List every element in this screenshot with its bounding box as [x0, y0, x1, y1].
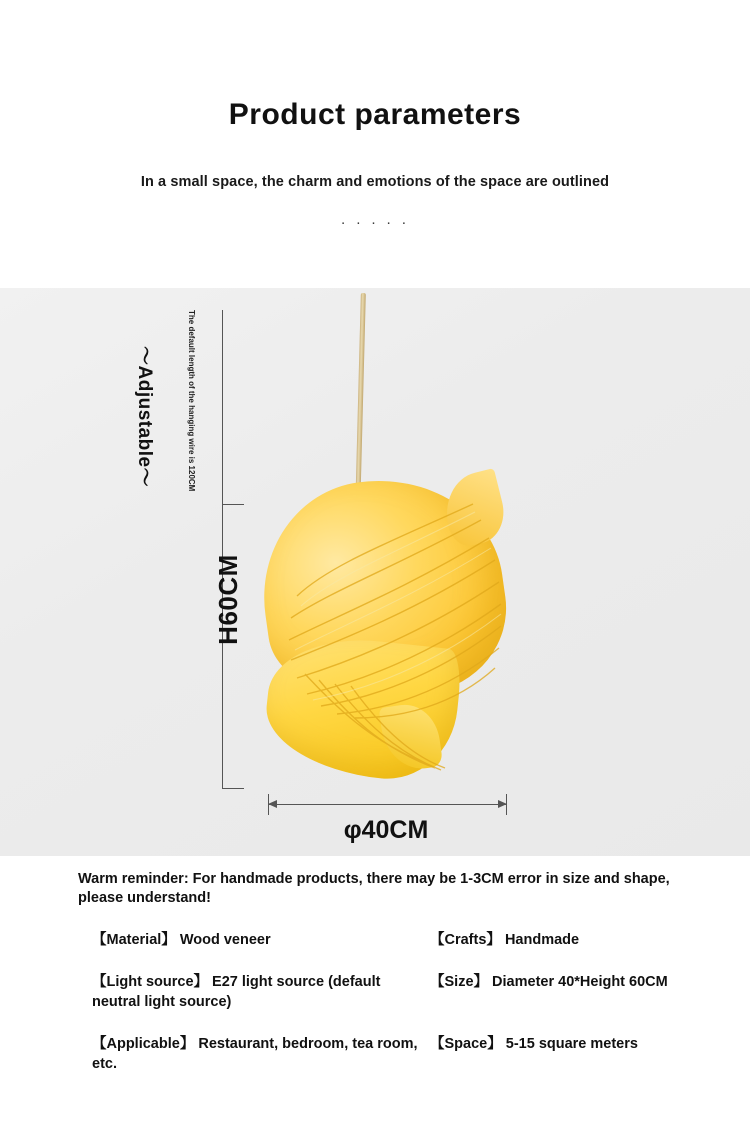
spec-size: [430, 972, 692, 1012]
spec-row: [78, 930, 692, 950]
spec-light-source-value: E27 light source (default neutral light source): [92, 974, 381, 1010]
decorative-dots: · · · · ·: [340, 214, 410, 231]
page-subtitle: In a small space, the charm and emotions of the space are outlined: [140, 174, 610, 190]
diameter-arrow-right: [498, 800, 507, 808]
warm-reminder: Warm reminder: For handmade products, there may be 1-3CM error in size and shape, please understand!: [78, 871, 670, 906]
adjustable-guide-line: [222, 310, 223, 504]
spec-applicable: [78, 1034, 430, 1074]
diameter-arrow-left: [268, 800, 277, 808]
spec-size-key: 【Size】: [430, 974, 489, 990]
guide-tick-bottom: [222, 788, 244, 789]
spec-size-value: Diameter 40*Height 60CM: [492, 974, 668, 990]
spec-applicable-value: Restaurant, bedroom, tea room, etc.: [92, 1036, 418, 1072]
spec-space: [430, 1034, 692, 1074]
guide-tick-top: [222, 504, 244, 505]
product-dimension-diagram: [0, 288, 750, 856]
pendant-lamp-illustration: [245, 468, 535, 788]
spec-crafts-value: Handmade: [504, 932, 580, 948]
diameter-label: φ40CM: [343, 816, 429, 844]
wire-length-note: The default length of the hanging wire is 120CM: [187, 310, 196, 492]
spec-row: [78, 1034, 692, 1074]
spec-space-key: 【Space】: [430, 1036, 502, 1052]
spec-material: [78, 930, 430, 950]
specifications-section: [0, 856, 750, 1074]
diameter-measure-line: [268, 804, 507, 805]
spec-row: [78, 972, 692, 1012]
spec-material-key: 【Material】: [92, 932, 176, 948]
height-label: H60CM: [212, 554, 243, 645]
page-title: Product parameters: [228, 98, 522, 131]
height-guide-line: [222, 504, 223, 788]
spec-applicable-key: 【Applicable】: [92, 1036, 195, 1052]
spec-light-source: [78, 972, 430, 1012]
spec-crafts-key: 【Crafts】: [430, 932, 501, 948]
spec-light-source-key: 【Light source】: [92, 974, 209, 990]
spec-material-value: Wood veneer: [179, 932, 271, 948]
header-section: [0, 0, 750, 288]
adjustable-label: 〜Adjustable〜: [134, 346, 155, 488]
spec-space-value: 5-15 square meters: [505, 1036, 638, 1052]
spec-crafts: [430, 930, 692, 950]
